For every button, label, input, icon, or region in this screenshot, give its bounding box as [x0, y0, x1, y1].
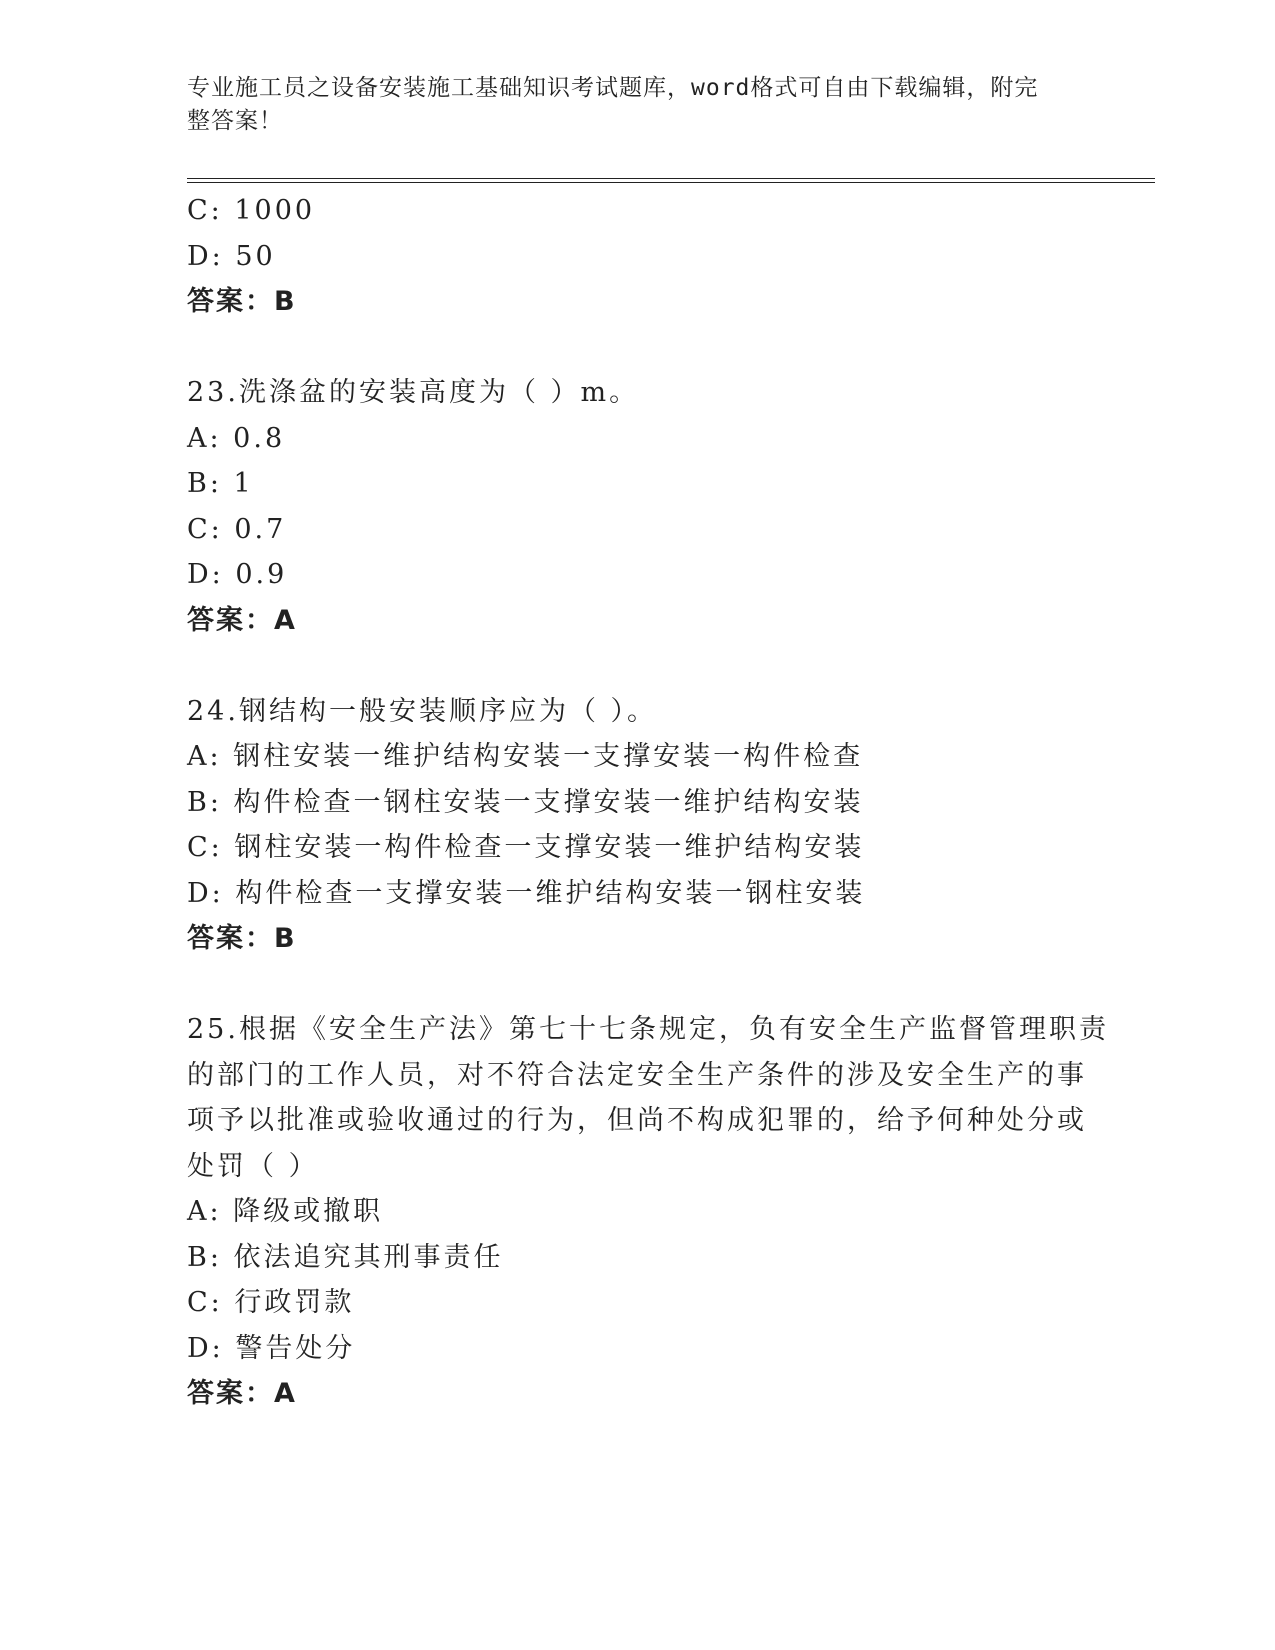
question-stem: 23.洗涤盆的安装高度为（ ）m。	[187, 377, 640, 408]
question-stem-line: 25.根据《安全生产法》第七十七条规定，负有安全生产监督管理职责	[187, 1014, 1109, 1045]
option-d: D: 警告处分	[187, 1332, 356, 1364]
option-d: D: 0.9	[187, 559, 288, 590]
answer-line: 答案：B	[187, 286, 297, 317]
question-stem	[187, 1007, 1109, 1189]
answer-line: 答案：B	[187, 923, 297, 954]
option-d: D: 50	[187, 240, 276, 272]
question-25	[187, 1007, 1109, 1417]
question-stem-line: 处罚（ ）	[187, 1150, 319, 1182]
spacer	[187, 643, 1087, 689]
answer-line: 答案：A	[187, 604, 297, 636]
question-content	[187, 188, 1109, 1417]
answer-line: 答案：A	[187, 1378, 297, 1409]
spacer	[187, 962, 1087, 1008]
header-line-2: 整答案！	[187, 108, 283, 134]
option-c: C: 1000	[187, 195, 316, 226]
option-c: C: 0.7	[187, 513, 287, 545]
question-stem: 24.钢结构一般安装顺序应为（ ）。	[187, 695, 658, 727]
question-stem-line: 项予以批准或验收通过的行为，但尚不构成犯罪的，给予何种处分或	[187, 1105, 1087, 1136]
option-b: B: 1	[187, 468, 254, 499]
spacer	[187, 325, 1087, 371]
option-c: C: 钢柱安装一构件检查一支撑安装一维护结构安装	[187, 832, 865, 863]
option-d: D: 构件检查一支撑安装一维护结构安装一钢柱安装	[187, 877, 866, 909]
header-line-1: 专业施工员之设备安装施工基础知识考试题库，word格式可自由下载编辑，附完	[187, 75, 1039, 101]
option-b: B: 构件检查一钢柱安装一支撑安装一维护结构安装	[187, 786, 864, 818]
option-a: A: 降级或撤职	[187, 1196, 384, 1227]
option-a: A: 钢柱安装一维护结构安装一支撑安装一构件检查	[187, 741, 864, 772]
option-c: C: 行政罚款	[187, 1287, 355, 1318]
header-divider	[187, 178, 1155, 183]
document-header	[187, 72, 1087, 138]
question-stem-line: 的部门的工作人员，对不符合法定安全生产条件的涉及安全生产的事	[187, 1059, 1087, 1091]
question-24	[187, 689, 1087, 962]
option-a: A: 0.8	[187, 422, 286, 454]
question-23	[187, 370, 1087, 643]
question-22-tail	[187, 188, 1087, 325]
option-b: B: 依法追究其刑事责任	[187, 1241, 504, 1273]
